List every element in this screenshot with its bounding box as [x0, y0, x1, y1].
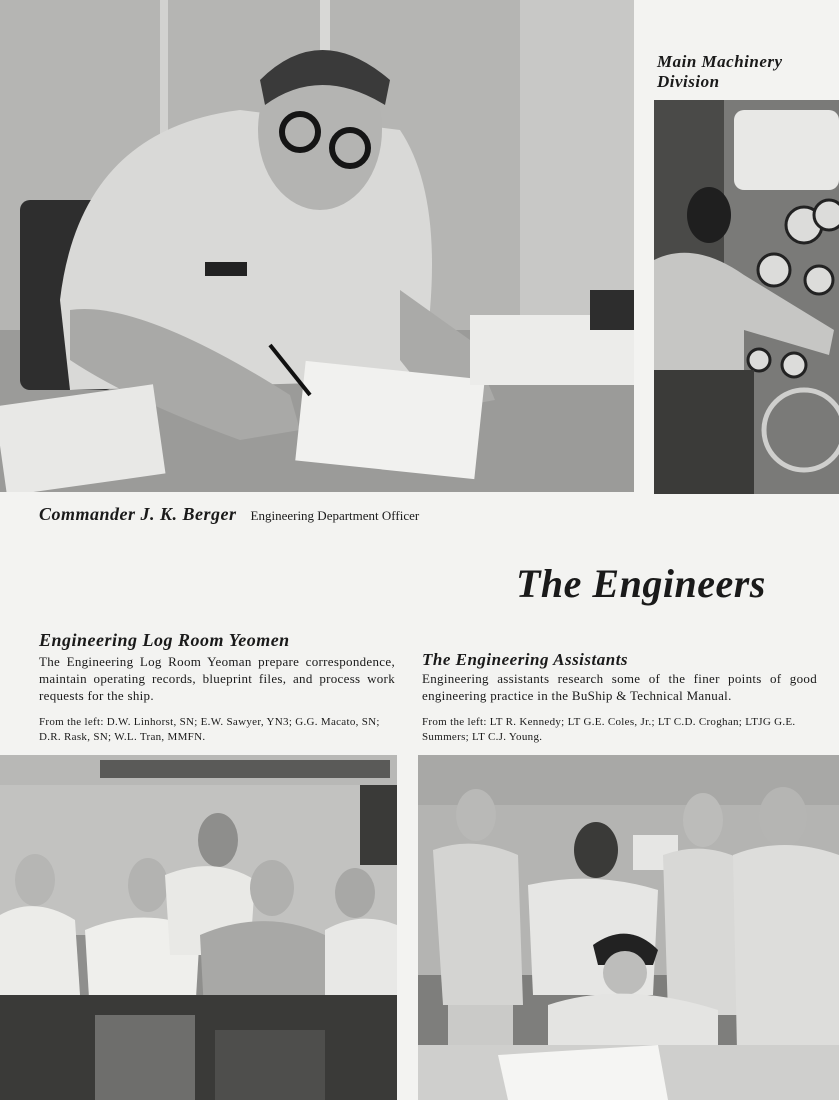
machinery-caption: Main Machinery Division	[657, 52, 783, 91]
assistants-credit: From the left: LT R. Kennedy; LT G.E. Coles, Jr.; LT C.D. Croghan; LTJG G.E. Summers; LT C.J. Young.	[422, 716, 796, 743]
engineering-assistants-photo	[418, 755, 839, 1100]
commander-berger-photo	[0, 0, 634, 492]
assistants-heading: The Engineering Assistants	[422, 650, 629, 669]
commander-name: Commander J. K. Berger	[39, 504, 237, 524]
machinery-division-photo	[654, 100, 839, 494]
assistants-body: Engineering assistants research some of the finer points of good engineering practice in the BuShip & Technical Manual.	[422, 671, 817, 703]
yeomen-credit: From the left: D.W. Linhorst, SN; E.W. Sawyer, YN3; G.G. Macato, SN; D.R. Rask, SN; W.L. Tran, MMFN.	[39, 716, 380, 743]
page-title: The Engineers	[516, 561, 766, 606]
log-room-yeomen-photo	[0, 755, 397, 1100]
yeomen-body: The Engineering Log Room Yeoman prepare correspondence, maintain operating records, blueprint files, and process work requests for the ship.	[39, 654, 395, 703]
commander-caption	[39, 504, 419, 525]
yeomen-heading: Engineering Log Room Yeomen	[39, 630, 290, 650]
commander-title: Engineering Department Officer	[250, 508, 420, 523]
